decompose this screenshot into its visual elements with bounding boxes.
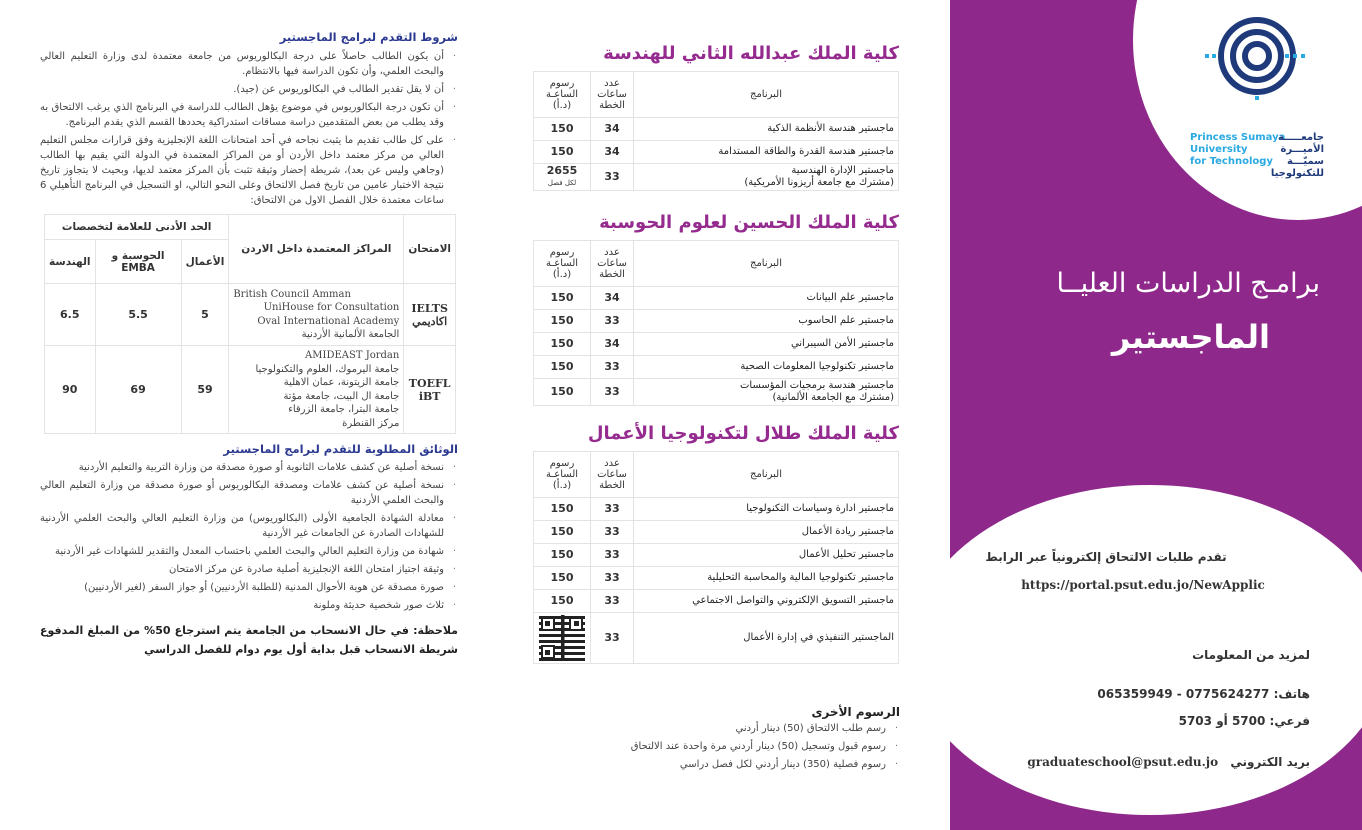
- header-hours: عدد ساعات الخطة: [591, 241, 634, 287]
- table-header: [534, 452, 899, 498]
- centers-cell: [229, 284, 404, 346]
- fee-value: 150: [550, 314, 574, 327]
- faculty-section: [533, 211, 899, 406]
- condition-item: · أن لا يقل تقدير الطالب في البكالوريوس عن (جيد).: [40, 82, 458, 97]
- program-cell: [634, 590, 899, 613]
- program-cell: [634, 379, 899, 406]
- program-name: الماجستير التنفيذي في إدارة الأعمال: [743, 632, 894, 643]
- fee-note: لكل فصل: [547, 179, 577, 187]
- header-exam: الامتحان: [404, 215, 456, 284]
- header-program: البرنامج: [634, 241, 899, 287]
- table-row: [534, 567, 899, 590]
- header-business: الأعمال: [181, 240, 229, 284]
- center-name: British Council Amman: [233, 288, 351, 300]
- documents-title: الوثائق المطلوبة للتقدم لبرامج الماجستير: [223, 442, 458, 456]
- conditions-title: شروط التقدم لبرامج الماجستير: [279, 30, 458, 44]
- center-name: جامعة البترا، جامعة الزرقاء: [288, 404, 400, 415]
- fee-value: 150: [550, 548, 574, 561]
- program-cell: [634, 613, 899, 664]
- header-engineering: الهندسة: [45, 240, 96, 284]
- min-score-engineering: 90: [45, 346, 96, 434]
- logo-en-line: Princess Sumaya: [1190, 132, 1286, 143]
- document-item: · وثيقة اجتياز امتحان اللغة الإنجليزية أصلية صادرة عن مركز الامتحان: [40, 562, 458, 577]
- document-item: · ثلاث صور شخصية حديثة وملونة: [40, 598, 458, 613]
- admission-conditions: [40, 30, 458, 208]
- program-name: ماجستير ريادة الأعمال: [801, 526, 894, 537]
- withdrawal-note: ملاحظة: في حال الانسحاب من الجامعة يتم استرجاع 50% من المبلغ المدفوع شريطة الانسحاب قبل بداية أول يوم دوام للفصل الدراسي: [40, 624, 458, 656]
- program-name: ماجستير ادارة وسياسات التكنولوجيا: [746, 503, 894, 514]
- logo-ar-line: الأميـــرة سميّـــة: [1280, 144, 1324, 167]
- table-row: [534, 521, 899, 544]
- hour-fee: [534, 310, 591, 333]
- other-fees: [580, 705, 900, 775]
- logo-ar-line: للتكنولوجيا: [1270, 168, 1324, 179]
- hour-fee: [534, 498, 591, 521]
- table-row: [534, 141, 899, 164]
- credit-hours: 33: [591, 544, 634, 567]
- programs-table: [533, 71, 899, 191]
- table-row: [534, 310, 899, 333]
- center-name: مركز القنطرة: [342, 417, 400, 429]
- program-cell: [634, 521, 899, 544]
- fee-value: 150: [550, 337, 574, 350]
- fee-value: 2655: [546, 164, 578, 177]
- email-link[interactable]: graduateschool@psut.edu.jo: [1027, 755, 1219, 769]
- condition-item: · أن يكون الطالب حاصلاً على درجة البكالوريوس من جامعة معتمدة لدى وزارة التعليم العالي والبحث العلمي، وأن تكون الدراسة فيها بالانتظام.: [40, 49, 458, 79]
- credit-hours: 33: [591, 498, 634, 521]
- center-name: جامعة اليرموك، العلوم والتكنولوجيا: [255, 363, 400, 375]
- program-name: ماجستير الأمن السيبراني: [790, 338, 894, 349]
- header-hours: عدد ساعات الخطة: [591, 72, 634, 118]
- table-row: [534, 333, 899, 356]
- program-name: ماجستير هندسة القدرة والطاقة المستدامة: [718, 146, 894, 157]
- faculties: [533, 42, 899, 664]
- other-fees-list: [580, 721, 900, 772]
- table-row: [45, 346, 456, 434]
- min-score-computing: 5.5: [95, 284, 181, 346]
- fee-value: 150: [550, 594, 574, 607]
- min-score-business: 5: [181, 284, 229, 346]
- center-name: الجامعة الألمانية الأردنية: [301, 329, 400, 340]
- fee-value: 150: [550, 145, 574, 158]
- credit-hours: 33: [591, 310, 634, 333]
- program-cell: [634, 164, 899, 191]
- table-header: [534, 72, 899, 118]
- center-name: AMIDEAST Jordan: [305, 350, 400, 361]
- program-name: ماجستير الإدارة الهندسية: [791, 165, 894, 176]
- header-fees: رسوم الساعـة (د.أ): [534, 72, 591, 118]
- document-item: · نسخة أصلية عن كشف علامات الثانوية أو صورة مصدقة من وزارة التربية والتعليم الأردنية: [40, 460, 458, 475]
- exam-name: TOEFL iBT: [404, 346, 456, 434]
- apply-link[interactable]: https://portal.psut.edu.jo/NewApplic: [1021, 578, 1265, 592]
- program-name: ماجستير هندسة الأنظمة الذكية: [767, 123, 894, 134]
- programs-table: [533, 451, 899, 664]
- cover-subtitle: الماجستير: [1111, 318, 1270, 356]
- cover-panel: [950, 0, 1362, 830]
- logo-en-line: University: [1190, 144, 1248, 155]
- fee-item: · رسم طلب الالتحاق (50) دينار أردني: [580, 721, 900, 736]
- document-item: · نسخة أصلية عن كشف علامات ومصدقة البكالوريوس أو صورة مصدقة من وزارة التعليم العالي والبحث العلمي الأردنية: [40, 478, 458, 508]
- faculty-section: [533, 422, 899, 664]
- header-computing: الحوسبة و EMBA: [95, 240, 181, 284]
- table-row: [45, 284, 456, 346]
- hour-fee: [534, 356, 591, 379]
- credit-hours: 33: [591, 567, 634, 590]
- program-name: ماجستير تحليل الأعمال: [798, 549, 894, 560]
- program-cell: [634, 498, 899, 521]
- min-score-engineering: 6.5: [45, 284, 96, 346]
- header-min-group: الحد الأدنى للعلامة لتخصصات: [45, 215, 229, 240]
- program-cell: [634, 544, 899, 567]
- table-row: [534, 287, 899, 310]
- center-name: جامعة ال البيت، جامعة مؤتة: [283, 390, 400, 402]
- fee-value: 150: [550, 122, 574, 135]
- table-row: [534, 118, 899, 141]
- fee-value: 150: [550, 360, 574, 373]
- faculty-name: كلية الملك عبدالله الثاني للهندسة: [603, 43, 899, 64]
- table-row: [534, 379, 899, 406]
- hour-fee: [534, 118, 591, 141]
- header-hours: عدد ساعات الخطة: [591, 452, 634, 498]
- faculty-name: كلية الملك طلال لتكنولوجيا الأعمال: [587, 423, 899, 444]
- center-name: جامعة الزيتونة، عمان الاهلية: [283, 377, 400, 388]
- hour-fee: [534, 590, 591, 613]
- extension: فرعي: 5700 أو 5703: [1178, 714, 1310, 728]
- centers-cell: [229, 346, 404, 434]
- other-fees-title: الرسوم الأخرى: [811, 705, 900, 719]
- logo-en-line: for Technology: [1190, 156, 1273, 167]
- program-cell: [634, 287, 899, 310]
- fee-item: · رسوم فصلية (350) دينار أردني لكل فصل دراسي: [580, 757, 900, 772]
- email-label: بريد الكتروني: [1230, 755, 1310, 769]
- program-name: ماجستير تكنولوجيا المالية والمحاسبة التحليلية: [707, 572, 894, 583]
- program-cell: [634, 567, 899, 590]
- table-row: [534, 356, 899, 379]
- programs-table: [533, 240, 899, 406]
- fee-value: 150: [550, 502, 574, 515]
- emba-qr-code[interactable]: [539, 615, 585, 661]
- fee-value: 150: [550, 525, 574, 538]
- document-item: · شهادة من وزارة التعليم العالي والبحث العلمي باحتساب المعدل والتقدير للشهادات غير الأردنية: [40, 544, 458, 559]
- header-fees: رسوم الساعـة (د.أ): [534, 452, 591, 498]
- program-name: ماجستير علم البيانات: [806, 292, 894, 303]
- fee-value: 150: [550, 291, 574, 304]
- credit-hours: 33: [591, 356, 634, 379]
- credit-hours: 33: [591, 379, 634, 406]
- faculty-section: [533, 42, 899, 191]
- email-line: [1027, 755, 1310, 769]
- table-header: [534, 241, 899, 287]
- header-program: البرنامج: [634, 72, 899, 118]
- document-item: · صورة مصدقة عن هوية الأحوال المدنية (للطلبة الأردنيين) أو جواز السفر (لغير الأردنيين): [40, 580, 458, 595]
- hour-fee: [534, 544, 591, 567]
- center-name: UniHouse for Consultation: [263, 302, 400, 313]
- fee-value: 150: [550, 385, 574, 398]
- program-name: ماجستير التسويق الإلكتروني والتواصل الاجتماعي: [692, 595, 894, 606]
- condition-item: · أن تكون درجة البكالوريوس في موضوع يؤهل الطالب للدراسة في البرنامج الذي يرغب الالتحاق به وقد يطلب من بعض المتقدمين دراسة مساقات استدراكية يحددها القسم الذي يقدم البرنامج.: [40, 100, 458, 130]
- credit-hours: 34: [591, 333, 634, 356]
- header-centers: المراكز المعتمدة داخل الاردن: [229, 215, 404, 284]
- conditions-list: [40, 49, 458, 208]
- english-requirements-table: [44, 214, 456, 434]
- phone: هاتف: 0775624277 - 065359949: [1097, 687, 1310, 701]
- header-program: البرنامج: [634, 452, 899, 498]
- hour-fee: [534, 613, 591, 664]
- credit-hours: 33: [591, 590, 634, 613]
- documents-list: [40, 460, 458, 613]
- faculty-name: كلية الملك الحسين لعلوم الحوسبة: [599, 212, 899, 233]
- hour-fee: [534, 379, 591, 406]
- credit-hours: 33: [591, 164, 634, 191]
- program-name: ماجستير علم الحاسوب: [798, 315, 894, 326]
- hour-fee: [534, 141, 591, 164]
- logo-ar-line: جامعـــــة: [1278, 132, 1324, 143]
- program-note: (مشترك مع الجامعة الألمانية): [772, 392, 894, 403]
- hour-fee: [534, 333, 591, 356]
- program-cell: [634, 356, 899, 379]
- university-logo-icon: [1205, 16, 1309, 100]
- hour-fee: [534, 521, 591, 544]
- program-cell: [634, 118, 899, 141]
- cover-title: برامـج الدراسات العليــا: [1056, 268, 1320, 299]
- program-name: ماجستير تكنولوجيا المعلومات الصحية: [740, 361, 894, 372]
- exam-name: IELTS اكاديمي: [404, 284, 456, 346]
- hour-fee: [534, 567, 591, 590]
- logo-arabic: [1262, 132, 1324, 180]
- table-row: [534, 613, 899, 664]
- document-item: · معادلة الشهادة الجامعية الأولى (البكالوريوس) من وزارة التعليم العالي والبحث العلمي الأردنية للشهادات الصادرة عن الجامعات غير الأردنية: [40, 511, 458, 541]
- program-name: ماجستير هندسة برمجيات المؤسسات: [740, 380, 894, 391]
- table-row: [534, 590, 899, 613]
- header-fees: رسوم الساعـة (د.أ): [534, 241, 591, 287]
- credit-hours: 33: [591, 613, 634, 664]
- hour-fee: [534, 164, 591, 191]
- hour-fee: [534, 287, 591, 310]
- credit-hours: 33: [591, 521, 634, 544]
- program-cell: [634, 141, 899, 164]
- left-column: [40, 30, 458, 659]
- min-score-business: 59: [181, 346, 229, 434]
- credit-hours: 34: [591, 287, 634, 310]
- credit-hours: 34: [591, 141, 634, 164]
- condition-item: · على كل طالب تقديم ما يثبت نجاحه في أحد امتحانات اللغة الإنجليزية وفق قرارات مجلس التعليم العالي من مركز معتمد داخل الأردن أو من المراكز المعتمدة في الدولة التي يقيم بها الطالب (وجاهي وليس عن بعد)، شريطة إحضار وثيقة تثبت بأن المركز معتمد لديها، وبحيث لا يتجاوز تاريخ نتيجة الاختبار عامين من تاريخ فصل الالتحاق وعلى النحو التالي، او التسجيل في البرنامج التأهيلي 6 ساعات معتمدة خلال الفصل الاول من الالتحاق:: [40, 133, 458, 208]
- table-row: [534, 164, 899, 191]
- min-score-computing: 69: [95, 346, 181, 434]
- program-note: (مشترك مع جامعة أريزونا الأمريكية): [744, 177, 894, 188]
- apply-text: تقدم طلبات الالتحاق إلكترونياً عبر الرابط: [985, 550, 1227, 564]
- required-documents: [40, 442, 458, 659]
- fee-value: 150: [550, 571, 574, 584]
- fee-item: · رسوم قبول وتسجيل (50) دينار أردني مرة واحدة عند الالتحاق: [580, 739, 900, 754]
- center-name: Oval International Academy: [257, 315, 400, 327]
- program-cell: [634, 333, 899, 356]
- table-row: [534, 498, 899, 521]
- table-row: [534, 544, 899, 567]
- program-cell: [634, 310, 899, 333]
- credit-hours: 34: [591, 118, 634, 141]
- more-info-heading: لمزيد من المعلومات: [1192, 648, 1310, 662]
